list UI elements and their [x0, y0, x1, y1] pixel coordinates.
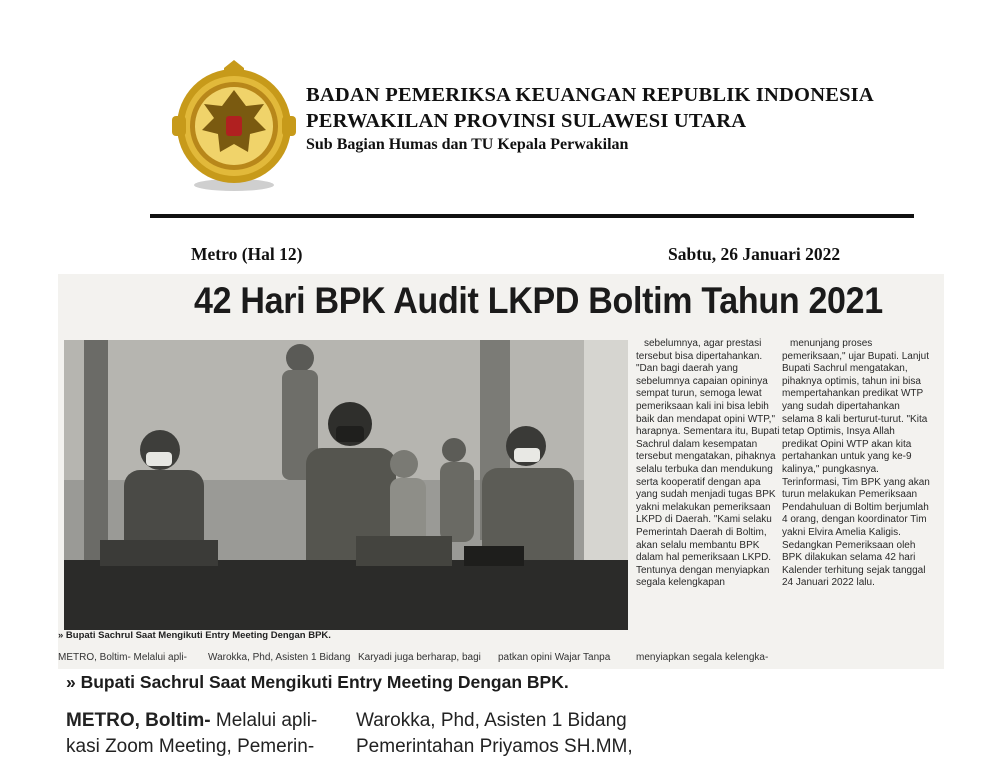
zoomed-dateline: METRO, Boltim- [66, 710, 211, 731]
organization-title [306, 82, 874, 156]
body-strip-text-5: menyiapkan segala kelengka- [636, 652, 769, 663]
article-headline: 42 Hari BPK Audit LKPD Boltim Tahun 2021 [194, 280, 883, 322]
article-photo [64, 340, 628, 630]
zoomed-text-a2: kasi Zoom Meeting, Pemerin- [66, 736, 315, 757]
article-column-2 [782, 338, 930, 590]
zoomed-photo-caption: » Bupati Sachrul Saat Mengikuti Entry Meeting Dengan BPK. [66, 672, 569, 692]
article-column-2-text: menunjang proses pemeriksaan," ujar Bupati. Lanjut Bupati Sachrul mengatakan, pihaknya optimis, tahun ini bisa mempertahankan predikat WTP yang sudah dipertahankan selama 8 kali berturut-turut. "Kita tetap Optimis, Insya Allah predikat Opini WTP akan kita pertahankan untuk yang ke-9 kalinya," pungkasnya. Terinformasi, Tim BPK yang akan turun melakukan Pemeriksaan Pendahuluan di Boltim berjumlah 4 orang, dengan koordinator Tim yakni Elvira Amelia Kaligis. Sedangkan Pemeriksaan oleh BPK dilakukan selama 42 hari Kalender terhitung sejak tanggal 24 Januari 2022 lalu. [782, 338, 930, 589]
article-column-1 [636, 338, 784, 590]
newspaper-clipping [58, 274, 944, 669]
zoomed-text-b2: Pemerintahan Priyamos SH.MM, [356, 736, 633, 757]
source-label: Metro (Hal 12) [191, 244, 303, 264]
header-divider [150, 214, 914, 218]
body-strip-text-4: patkan opini Wajar Tanpa [498, 652, 611, 663]
zoomed-text-column-a [66, 708, 317, 760]
org-name-line1: BADAN PEMERIKSA KEUANGAN REPUBLIK INDONESIA [306, 84, 874, 106]
body-strip-text-2: Warokka, Phd, Asisten 1 Bidang [208, 652, 351, 663]
org-subunit: Sub Bagian Humas dan TU Kepala Perwakilan [306, 136, 629, 153]
date-label: Sabtu, 26 Januari 2022 [668, 244, 841, 264]
article-column-1-text: sebelumnya, agar prestasi tersebut bisa dipertahankan. "Dan bagi daerah yang sebelumnya capaian opininya sempat turun, semoga lewat pemeriksaan kali ini bisa lebih baik dan mendapat opini WTP," harapnya. Sementara itu, Bupati Sachrul dalam kesempatan tersebut mengatakan, pihaknya selalu terbuka dan mendukung serta kooperatif dengan apa yang sudah menjadi tugas BPK yakni melakukan pemeriksaan LKPD di Daerah. "Kami selaku Pemerintah Daerah di Boltim, akan selalu membantu BPK dalam hal pemeriksaan LKPD. Tentunya dengan menyiapkan segala kelengkapan [636, 338, 780, 589]
zoomed-text-b1: Warokka, Phd, Asisten 1 Bidang [356, 710, 627, 731]
body-strip-text-1: METRO, Boltim- Melalui apli- [58, 652, 187, 663]
photo-caption-small: » Bupati Sachrul Saat Mengikuti Entry Meeting Dengan BPK. [58, 630, 331, 641]
bpk-emblem-logo [168, 60, 300, 194]
zoomed-text-column-b [356, 708, 633, 760]
org-name-line2: PERWAKILAN PROVINSI SULAWESI UTARA [306, 110, 747, 132]
zoomed-text-a1: Melalui apli- [210, 710, 318, 731]
article-body-strip [58, 650, 944, 669]
body-strip-text-3: Karyadi juga berharap, bagi [358, 652, 481, 663]
